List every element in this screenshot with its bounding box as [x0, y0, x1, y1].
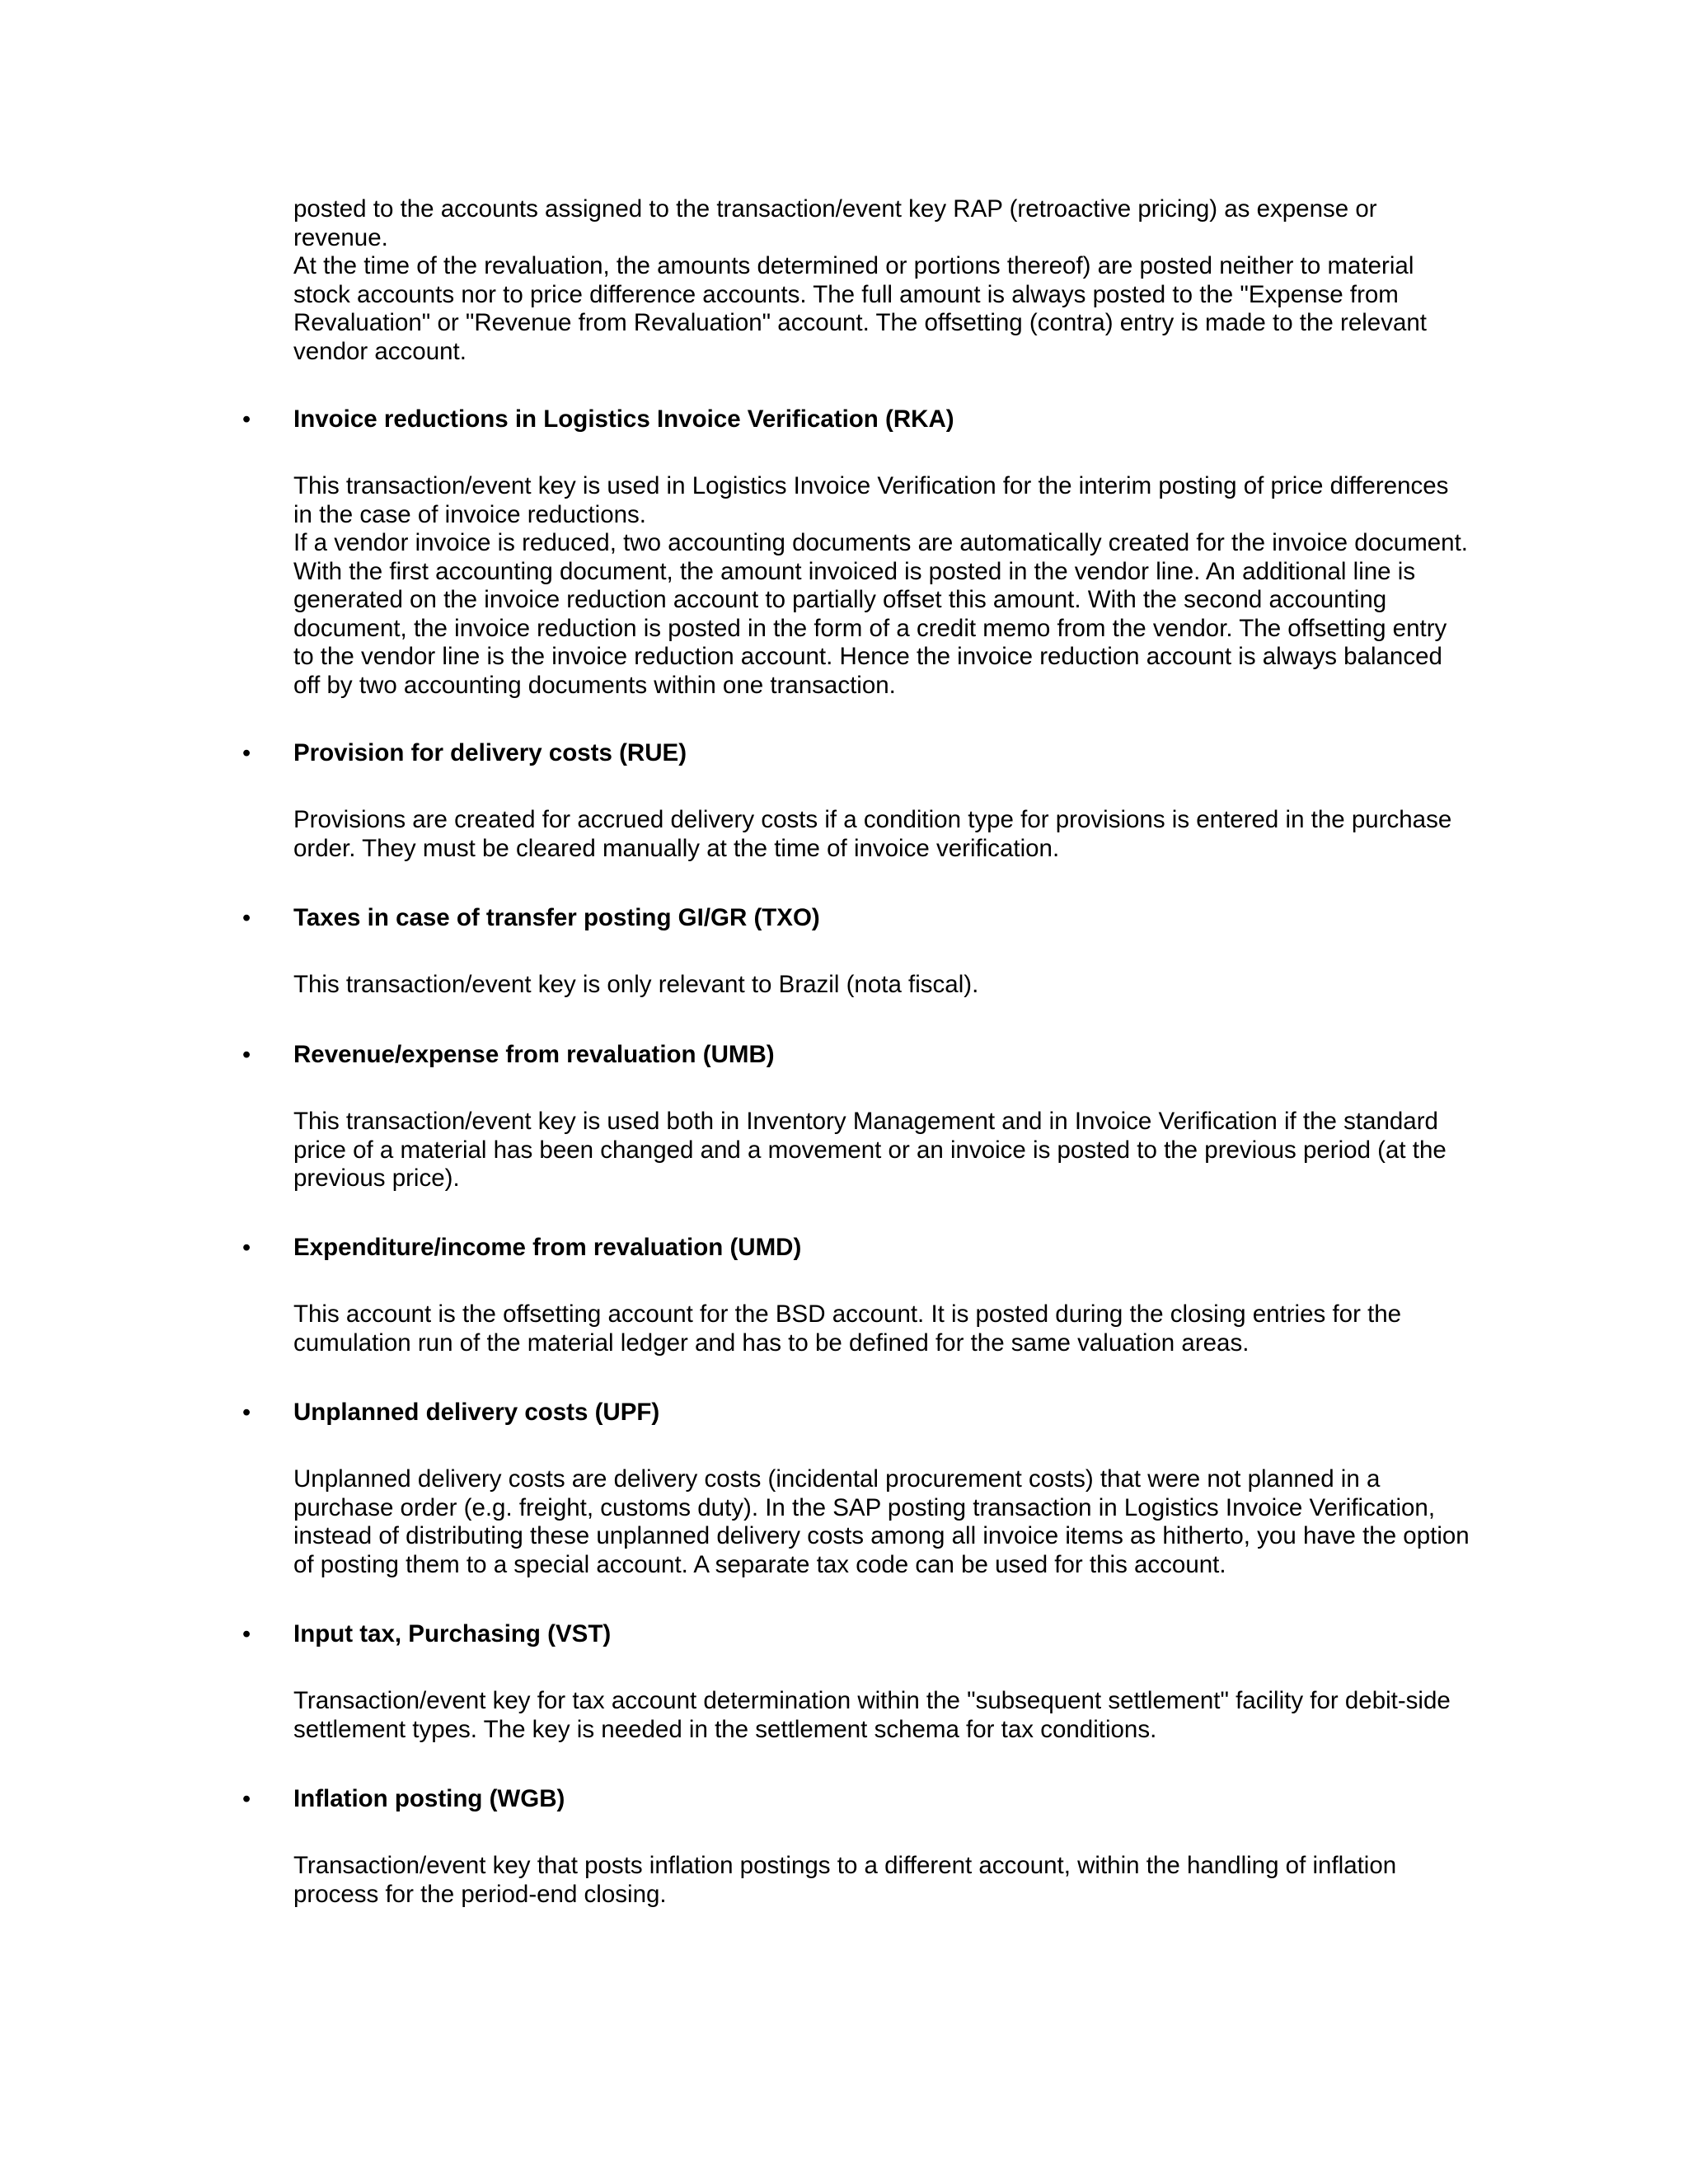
section-heading-umd: Expenditure/income from revaluation (UMD)	[293, 1234, 802, 1261]
section-txo-paragraph-1: This transaction/event key is only relevant to Brazil (nota fiscal).	[293, 971, 979, 998]
section-heading-txo: Taxes in case of transfer posting GI/GR (TXO)	[293, 904, 820, 931]
bullet-icon: •	[242, 1042, 251, 1068]
section-upf-paragraph-1: Unplanned delivery costs are delivery costs (incidental procurement costs) that were not planned in a purchase order (e.g. freight, customs duty). In the SAP posting transaction in Logistics Invoice Verification, instead of distributing these unplanned delivery costs among all invoice items as hitherto, you have the option of posting them to a special account. A separate tax code can be used for this account.	[293, 1465, 1470, 1578]
section-rue-paragraph-1: Provisions are created for accrued delivery costs if a condition type for provisions is entered in the purchase order. They must be cleared manually at the time of invoice verification.	[293, 806, 1452, 862]
bullet-icon: •	[242, 740, 251, 766]
bullet-icon: •	[242, 406, 251, 433]
section-umd-paragraph-1: This account is the offsetting account for the BSD account. It is posted during the closing entries for the cumulation run of the material ledger and has to be defined for the same valuation areas.	[293, 1301, 1402, 1357]
section-vst-paragraph-1: Transaction/event key for tax account determination within the "subsequent settlement" facility for debit-side settlement types. The key is needed in the settlement schema for tax conditions.	[293, 1687, 1451, 1743]
bullet-icon: •	[242, 1399, 251, 1426]
section-rka-paragraph-1: This transaction/event key is used in Logistics Invoice Verification for the interim posting of price differences in the case of invoice reductions.	[293, 472, 1449, 528]
intro-paragraph-1: posted to the accounts assigned to the transaction/event key RAP (retroactive pricing) as expense or revenue.	[293, 195, 1377, 251]
section-heading-wgb: Inflation posting (WGB)	[293, 1785, 565, 1812]
section-wgb-paragraph-1: Transaction/event key that posts inflation postings to a different account, within the handling of inflation process for the period-end closing.	[293, 1852, 1397, 1908]
section-rka-paragraph-2: If a vendor invoice is reduced, two accounting documents are automatically created for the invoice document. With the first accounting document, the amount invoiced is posted in the vendor line. An additional line is generated on the invoice reduction account to partially offset this amount. With the second accounting document, the invoice reduction is posted in the form of a credit memo from the vendor. The offsetting entry to the vendor line is the invoice reduction account. Hence the invoice reduction account is always balanced off by two accounting documents within one transaction.	[293, 529, 1468, 699]
section-heading-vst: Input tax, Purchasing (VST)	[293, 1620, 612, 1647]
bullet-icon: •	[242, 1786, 251, 1812]
intro-paragraph-2: At the time of the revaluation, the amounts determined or portions thereof) are posted neither to material stock accounts nor to price difference accounts. The full amount is always posted to the "Expense from Revaluation" or "Revenue from Revaluation" account. The offsetting (contra) entry is made to the relevant vendor account.	[293, 252, 1427, 365]
section-umb-paragraph-1: This transaction/event key is used both in Inventory Management and in Invoice Verification if the standard price of a material has been changed and a movement or an invoice is posted to the previous period (at the previous price).	[293, 1108, 1447, 1192]
section-heading-umb: Revenue/expense from revaluation (UMB)	[293, 1041, 775, 1068]
section-heading-upf: Unplanned delivery costs (UPF)	[293, 1399, 660, 1426]
section-heading-rue: Provision for delivery costs (RUE)	[293, 739, 687, 766]
bullet-icon: •	[242, 1235, 251, 1261]
section-heading-rka: Invoice reductions in Logistics Invoice Verification (RKA)	[293, 405, 954, 433]
bullet-icon: •	[242, 1621, 251, 1647]
bullet-icon: •	[242, 905, 251, 931]
